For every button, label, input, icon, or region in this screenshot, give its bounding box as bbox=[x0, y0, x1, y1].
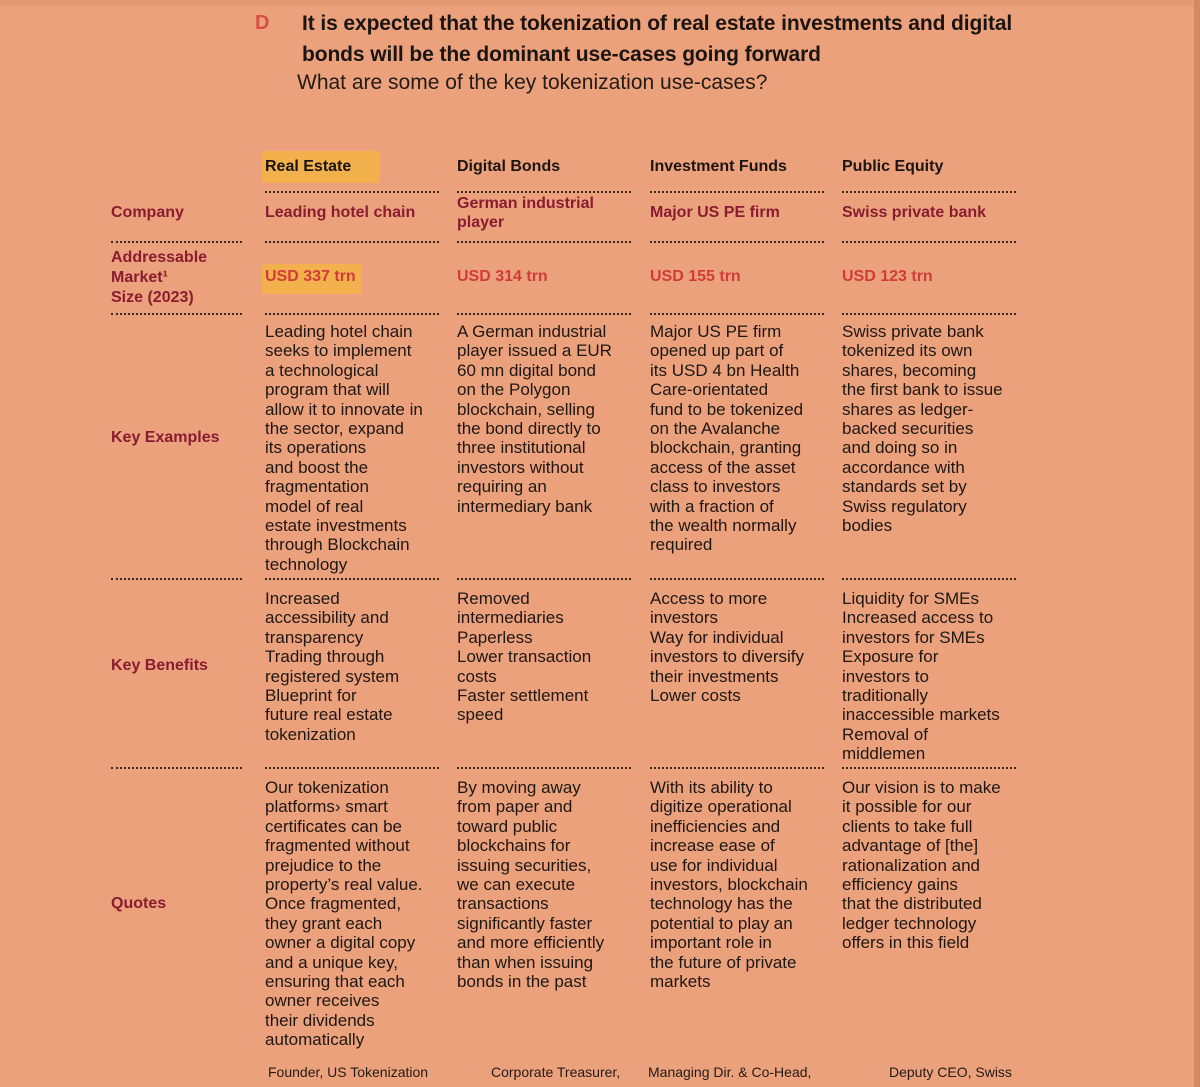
divider-market bbox=[111, 313, 242, 315]
divider-examples bbox=[650, 578, 824, 580]
company-public-equity: Swiss private bank bbox=[842, 204, 987, 221]
divider-market bbox=[842, 313, 1016, 315]
example-real-estate: Leading hotel chain seeks to implement a technological program that will allow it to innovate in the sector, expand its operations and boost the fragmentation model of real estate investments through Blockchain technology bbox=[265, 322, 423, 574]
divider-examples bbox=[111, 578, 242, 580]
divider-header bbox=[650, 191, 824, 193]
attribution-public-equity: Deputy CEO, Swiss bbox=[889, 1064, 1012, 1080]
divider-header bbox=[265, 191, 439, 193]
benefits-investment-funds: Access to more investors Way for individual investors to diversify their investments Lower costs bbox=[650, 589, 804, 706]
benefits-public-equity: Liquidity for SMEs Increased access to investors for SMEs Exposure for investors to traditionally inaccessible markets Removal of middlemen bbox=[842, 589, 1000, 764]
divider-examples bbox=[457, 578, 631, 580]
benefits-real-estate: Increased accessibility and transparency Trading through registered system Blueprint for future real estate tokenization bbox=[265, 589, 400, 744]
row-label-market-size: Addressable Market¹ Size (2023) bbox=[111, 249, 208, 306]
column-header-public-equity: Public Equity bbox=[842, 158, 944, 175]
example-investment-funds: Major US PE firm opened up part of its USD 4 bn Health Care-orientated fund to be tokenized on the Avalanche blockchain, granting access of the asset class to investors with a fraction of the wealth normally required bbox=[650, 322, 804, 555]
column-header-real-estate: Real Estate bbox=[265, 158, 352, 175]
section-letter: D bbox=[255, 12, 270, 34]
divider-benefits bbox=[111, 767, 242, 769]
subheadline: What are some of the key tokenization use-cases? bbox=[297, 71, 768, 94]
headline: It is expected that the tokenization of real estate investments and digital bonds will be the dominant use-cases going forward bbox=[302, 12, 1013, 66]
column-header-digital-bonds: Digital Bonds bbox=[457, 158, 561, 175]
divider-examples bbox=[265, 578, 439, 580]
divider-examples bbox=[842, 578, 1016, 580]
divider-benefits bbox=[265, 767, 439, 769]
divider-company bbox=[111, 241, 242, 243]
market-investment-funds: USD 155 trn bbox=[650, 268, 741, 285]
divider-benefits bbox=[842, 767, 1016, 769]
divider-company bbox=[265, 241, 439, 243]
market-public-equity: USD 123 trn bbox=[842, 268, 933, 285]
market-digital-bonds: USD 314 trn bbox=[457, 268, 548, 285]
divider-benefits bbox=[457, 767, 631, 769]
column-header-investment-funds: Investment Funds bbox=[650, 158, 787, 175]
company-digital-bonds: German industrial player bbox=[457, 195, 594, 231]
example-digital-bonds: A German industrial player issued a EUR 60 mn digital bond on the Polygon blockchain, selling the bond directly to three institutional investors without requiring an intermediary bank bbox=[457, 322, 612, 516]
attribution-real-estate: Founder, US Tokenization bbox=[268, 1064, 429, 1080]
divider-company bbox=[650, 241, 824, 243]
divider-market bbox=[650, 313, 824, 315]
row-label-key-benefits: Key Benefits bbox=[111, 657, 208, 674]
quote-real-estate: Our tokenization platforms› smart certificates can be fragmented without prejudice to the property’s real value. Once fragmented, they grant each owner a digital copy and a unique key, ensuring that each owner receives their dividends automatically bbox=[265, 778, 423, 1050]
row-label-quotes: Quotes bbox=[111, 895, 167, 912]
page-right-edge bbox=[1194, 0, 1200, 1087]
row-label-company: Company bbox=[111, 204, 184, 221]
divider-market bbox=[457, 313, 631, 315]
divider-header bbox=[842, 191, 1016, 193]
quote-public-equity: Our vision is to make it possible for our clients to take full advantage of [the] rationalization and efficiency gains that the distributed ledger technology offers in this field bbox=[842, 778, 1001, 953]
page-top-edge bbox=[0, 0, 1200, 6]
market-real-estate: USD 337 trn bbox=[265, 268, 356, 285]
quote-investment-funds: With its ability to digitize operational inefficiencies and increase ease of use for individual investors, blockchain technology has the potential to play an important role in the future of private markets bbox=[650, 778, 808, 992]
example-public-equity: Swiss private bank tokenized its own shares, becoming the first bank to issue shares as ledger- backed securities and doing so in accordance with standards set by Swiss regulatory bodies bbox=[842, 322, 1003, 536]
row-label-key-examples: Key Examples bbox=[111, 429, 220, 446]
attribution-investment-funds: Managing Dir. & Co-Head, bbox=[648, 1064, 812, 1080]
benefits-digital-bonds: Removed intermediaries Paperless Lower transaction costs Faster settlement speed bbox=[457, 589, 592, 725]
divider-market bbox=[265, 313, 439, 315]
divider-benefits bbox=[650, 767, 824, 769]
divider-header bbox=[457, 191, 631, 193]
attribution-digital-bonds: Corporate Treasurer, bbox=[491, 1064, 621, 1080]
divider-company bbox=[842, 241, 1016, 243]
company-investment-funds: Major US PE firm bbox=[650, 204, 780, 221]
quote-digital-bonds: By moving away from paper and toward public blockchains for issuing securities, we can execute transactions significantly faster and more efficiently than when issuing bonds in the past bbox=[457, 778, 605, 992]
company-real-estate: Leading hotel chain bbox=[265, 204, 416, 221]
divider-company bbox=[457, 241, 631, 243]
